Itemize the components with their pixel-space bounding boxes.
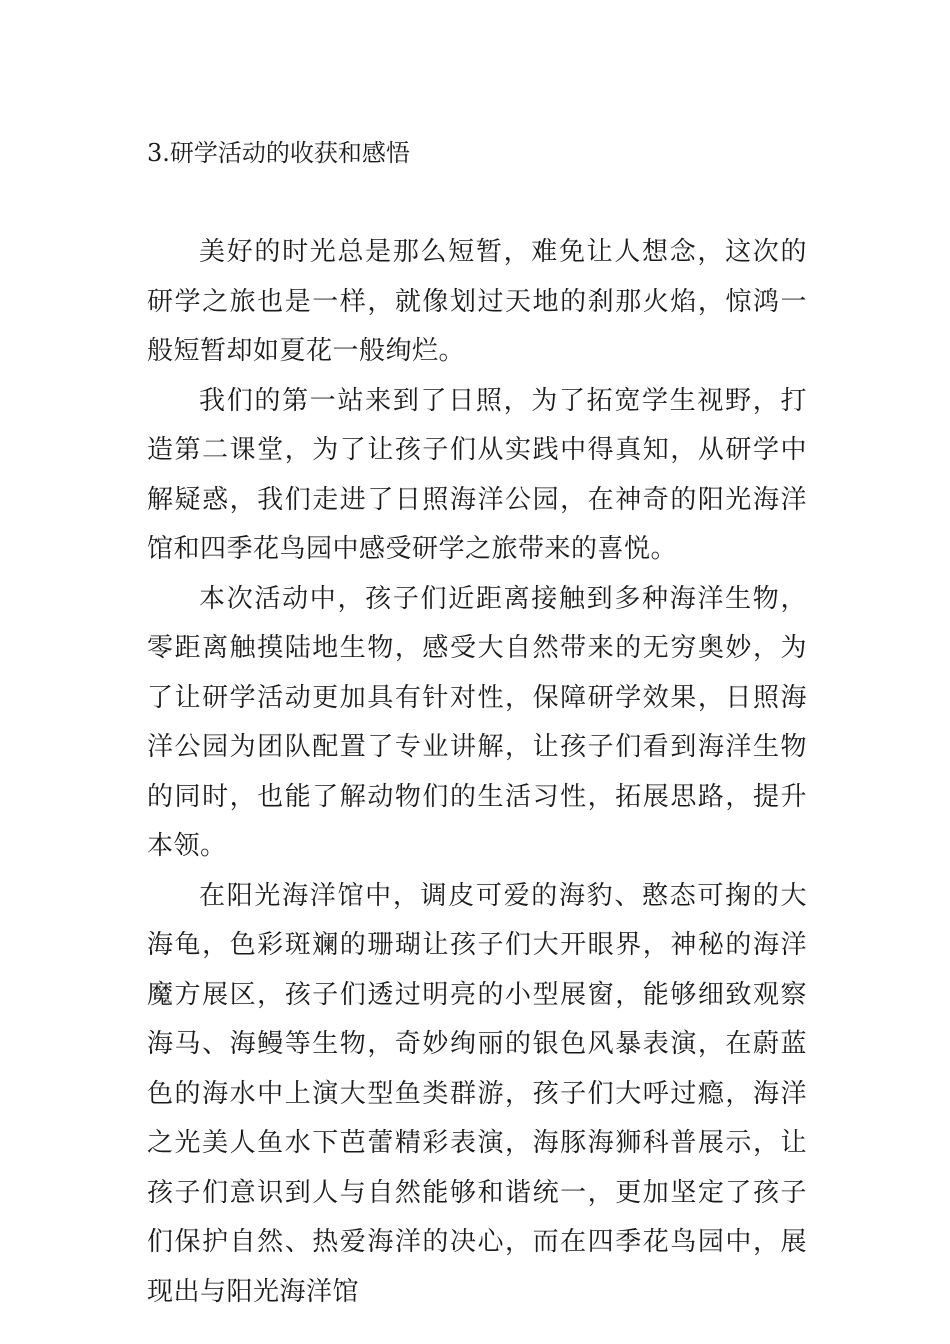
- paragraph-2: 我们的第一站来到了日照，为了拓宽学生视野，打造第二课堂，为了让孩子们从实践中得真知，从研学中解疑惑，我们走进了日照海洋公园，在神奇的阳光海洋馆和四季花鸟园中感受研学之旅带来的喜悦。: [147, 385, 807, 564]
- paragraph-3: 本次活动中，孩子们近距离接触到多种海洋生物，零距离触摸陆地生物，感受大自然带来的无穷奥妙，为了让研学活动更加具有针对性，保障研学效果，日照海洋公园为团队配置了专业讲解，让孩子们看到海洋生物的同时，也能了解动物们的生活习性，拓展思路，提升本领。: [147, 583, 807, 861]
- body-text: [147, 228, 807, 1317]
- paragraph-4: 在阳光海洋馆中，调皮可爱的海豹、憨态可掬的大海龟，色彩斑斓的珊瑚让孩子们大开眼界，神秘的海洋魔方展区，孩子们透过明亮的小型展窗，能够细致观察海马、海鳗等生物，奇妙绚丽的银色风暴表演，在蔚蓝色的海水中上演大型鱼类群游，孩子们大呼过瘾，海洋之光美人鱼水下芭蕾精彩表演，海豚海狮科普展示，让孩子们意识到人与自然能够和谐统一，更加坚定了孩子们保护自然、热爱海洋的决心，而在四季花鸟园中，展现出与阳光海洋馆: [147, 880, 807, 1307]
- section-heading: 3.研学活动的收获和感悟: [147, 139, 410, 167]
- paragraph-1: 美好的时光总是那么短暂，难免让人想念，这次的研学之旅也是一样，就像划过天地的刹那火焰，惊鸿一般短暂却如夏花一般绚烂。: [147, 237, 807, 366]
